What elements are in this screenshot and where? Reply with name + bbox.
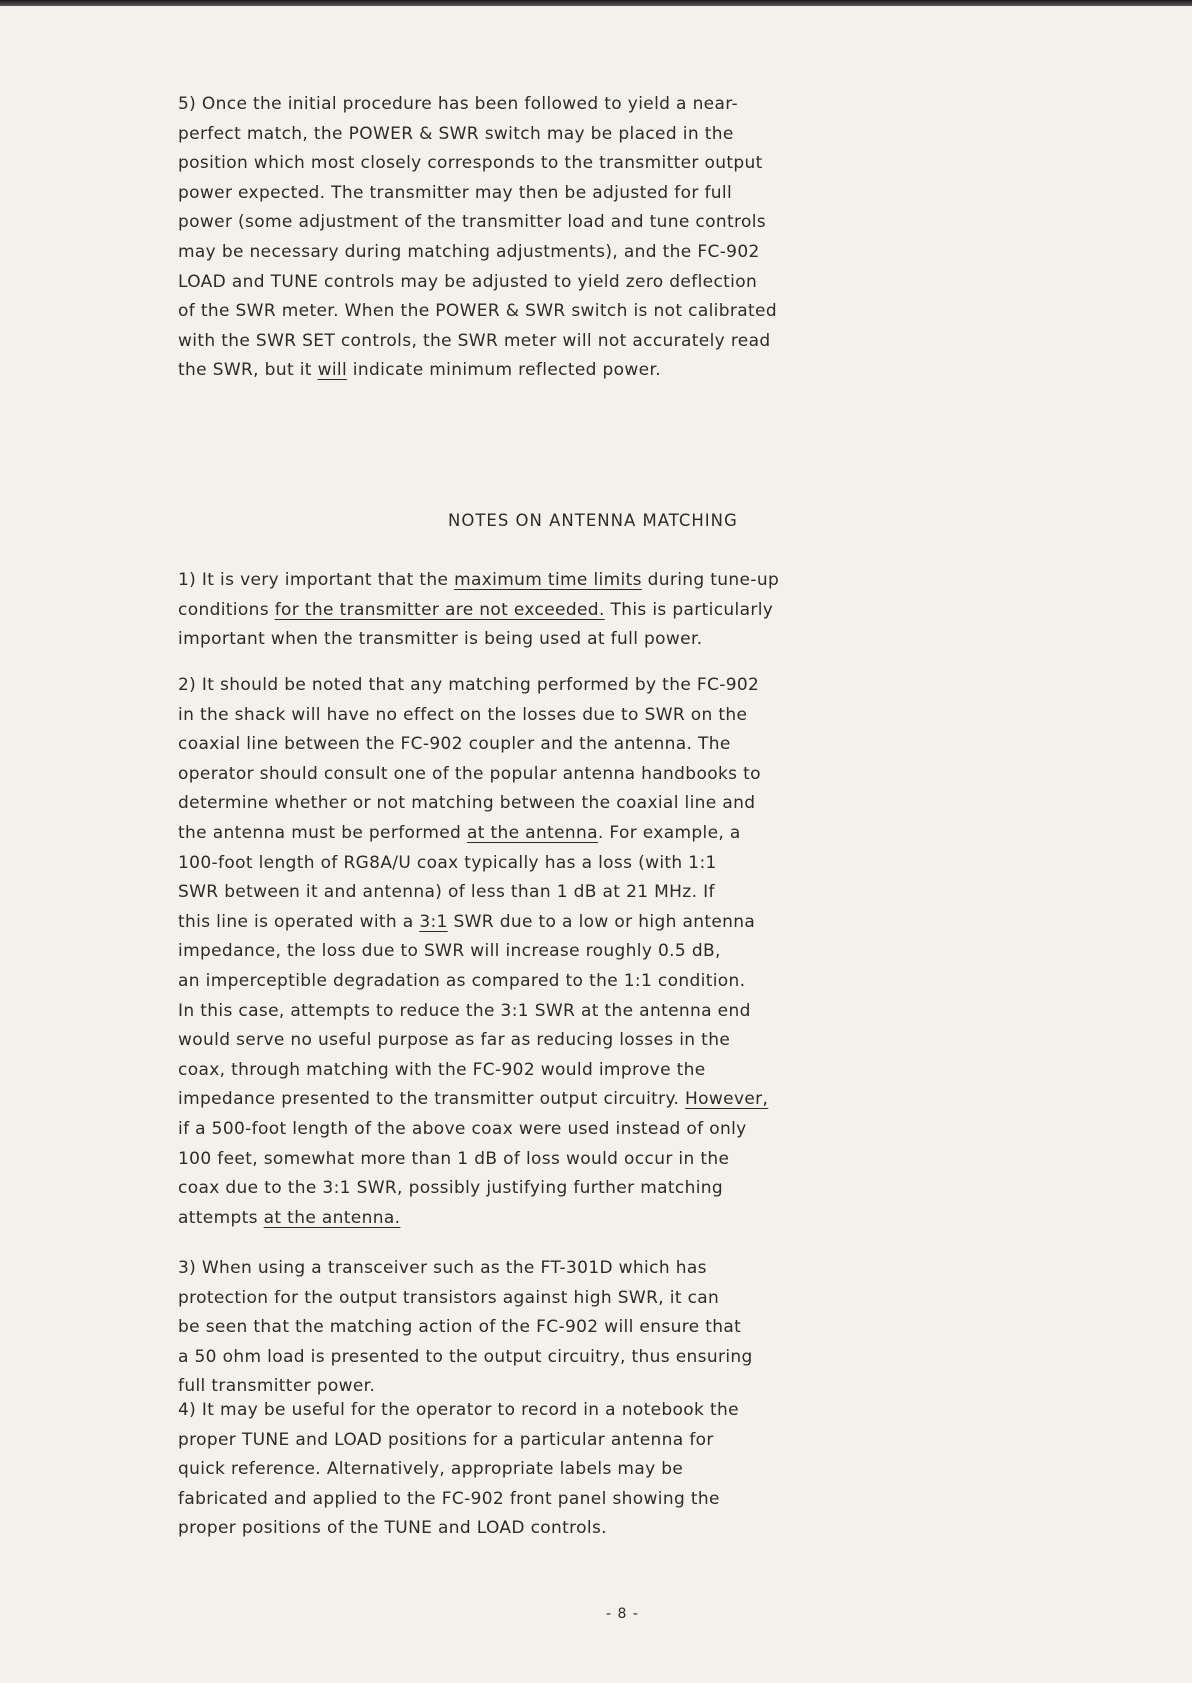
note-2 [178,671,1038,1233]
note-3: 3) When using a transceiver such as the FT-301D which has protection for the output transistors against high SWR, it can be seen that the matching action of the FC-902 will ensure that a 50 ohm load is presented to the output circuitry, thus ensuring full transmitter power. [178,1258,753,1397]
underlined-text: However, [685,1089,769,1110]
note-1 [178,566,1038,655]
page-number: - 8 - [606,1606,639,1622]
text-run: if a 500-foot length of the above coax were used instead of only 100 feet, somewhat more than 1 dB of loss would occur in the coax due to the 3:1 SWR, possibly justifying further matching attempts [178,1118,747,1228]
note-4: 4) It may be useful for the operator to record in a notebook the proper TUNE and LOAD positions for a particular antenna for quick reference. Alternatively, appropriate labels may be fabricated and applied to the FC-902 front panel showing the proper positions of the TUNE and LOAD controls. [178,1400,739,1539]
text-run: . For example, a 100-foot length of RG8A/U coax typically has a loss (with 1:1 SWR between it and antenna) of less than 1 dB at 21 MHz. If this line is operated with a [178,822,741,932]
underlined-text: for the transmitter are not exceeded. [274,599,605,620]
underlined-text: at the antenna. [263,1207,401,1228]
text-run: 5) Once the initial procedure has been followed to yield a near- perfect match, the POWER & SWR switch may be placed in the position which most closely corresponds to the transmitter output power expected. The transmitter may then be adjusted for full power (some adjustment of the transmitter load and tune controls may be necessary during matching adjustments), and the FC-902 LOAD and TUNE controls may be adjusted to yield zero deflection of the SWR meter. When the POWER & SWR switch is not calibrated with the SWR SET controls, the SWR meter will not accurately read the SWR, but it [178,94,777,381]
text-run: indicate minimum reflected power. [347,360,662,381]
text-run: 2) It should be noted that any matching performed by the FC-902 in the shack will have no effect on the losses due to SWR on the coaxial line between the FC-902 coupler and the antenna. The operator should consult one of the popular antenna handbooks to determine whether or not matching between the coaxial line and the antenna must be performed [178,675,761,843]
underlined-text: 3:1 [419,911,448,932]
underlined-text: will [317,360,348,381]
underlined-text: maximum time limits [454,570,642,590]
section-heading: NOTES ON ANTENNA MATCHING [448,511,738,530]
text-run: 1) It is very important that the [178,570,455,590]
paragraph-5 [178,90,1038,386]
text-run: SWR due to a low or high antenna impedance, the loss due to SWR will increase roughly 0.5 dB, an imperceptible degradation as compared to the 1:1 condition. In this case, attempts to reduce the 3:1 SWR at the antenna end would serve no useful purpose as far as reducing losses in the coax, through matching with the FC-902 would improve the impedance presented to the transmitter output circuitry. [178,911,756,1110]
text-run: This is particularly important when the transmitter is being used at full power. [178,599,774,650]
text-run: during tune-up conditions [178,570,780,620]
underlined-text: at the antenna [466,822,598,843]
